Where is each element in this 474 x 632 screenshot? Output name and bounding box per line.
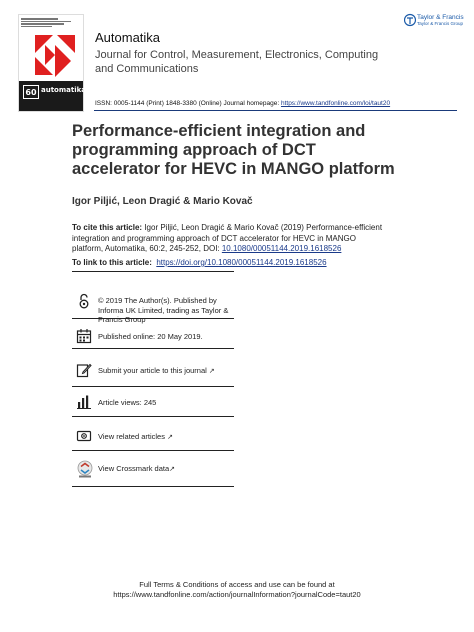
open-access-icon <box>76 293 92 309</box>
issn-text: ISSN: 0005-1144 (Print) 1848-3380 (Online) Journal homepage: <box>95 100 281 107</box>
footer-terms-link[interactable]: https://www.tandfonline.com/action/journalInformation?journalCode=taut20 <box>113 590 361 599</box>
cite-label: To cite this article: <box>72 223 143 232</box>
cite-doi-link[interactable]: 10.1080/00051144.2019.1618526 <box>221 244 342 253</box>
crossmark-link[interactable]: View Crossmark data↗ <box>98 464 176 473</box>
edit-icon <box>76 362 92 378</box>
submit-article-link[interactable]: Submit your article to this journal ↗ <box>98 366 215 375</box>
cover-header-lines <box>21 17 83 31</box>
publisher-logo-text: Taylor & Francis Taylor & Francis Group <box>417 14 464 26</box>
citation <box>72 223 387 255</box>
journal-cover <box>18 14 87 112</box>
divider <box>72 271 234 272</box>
divider <box>72 348 234 349</box>
document-icon <box>76 428 92 444</box>
divider <box>72 386 234 387</box>
cover-volume-number: 60 <box>23 85 39 99</box>
crossmark-icon <box>76 460 94 478</box>
license-text: © 2019 The Author(s). Published by Informa UK Limited, trading as Taylor & Francis Group <box>98 296 229 324</box>
link-label: To link to this article: <box>72 258 152 267</box>
external-link-icon: ↗ <box>208 368 215 375</box>
calendar-icon <box>76 328 92 344</box>
footer-line-1: Full Terms & Conditions of access and use can be found at <box>139 580 335 589</box>
journal-subtitle: Journal for Control, Measurement, Electronics, Computing and Communications <box>95 49 379 75</box>
article-title: Performance-efficient integration and programming approach of DCT accelerator for HEVC in MANGO platform <box>72 122 395 178</box>
article-views: Article views: 245 <box>98 398 157 407</box>
bar-chart-icon <box>76 394 92 410</box>
published-date: Published online: 20 May 2019. <box>98 332 203 341</box>
external-link-icon: ↗ <box>169 466 176 473</box>
external-link-icon: ↗ <box>167 434 173 441</box>
publisher-logo-icon <box>404 13 416 27</box>
journal-name: Automatika <box>95 30 161 45</box>
cover-title: automatika <box>41 86 87 94</box>
divider <box>72 450 234 451</box>
divider <box>72 416 234 417</box>
header-rule <box>94 110 457 111</box>
footer <box>0 580 474 600</box>
cover-art-icon <box>31 31 79 79</box>
cite-text: Igor Piljić, Leon Dragić & Mario Kovač (2019) Performance-efficient integration and programming approach of DCT accelerator for HEVC in MANGO platform, Automatika, 60:2, 245-252, DOI: <box>72 223 383 253</box>
article-doi-link[interactable]: https://doi.org/10.1080/00051144.2019.1618526 <box>156 258 327 267</box>
article-authors: Igor Piljić, Leon Dragić & Mario Kovač <box>72 196 253 207</box>
article-link-line <box>72 258 327 267</box>
issn-line <box>95 100 390 107</box>
journal-homepage-link[interactable]: https://www.tandfonline.com/loi/taut20 <box>280 100 391 107</box>
divider <box>72 486 234 487</box>
related-articles-link[interactable]: View related articles ↗ <box>98 432 173 441</box>
